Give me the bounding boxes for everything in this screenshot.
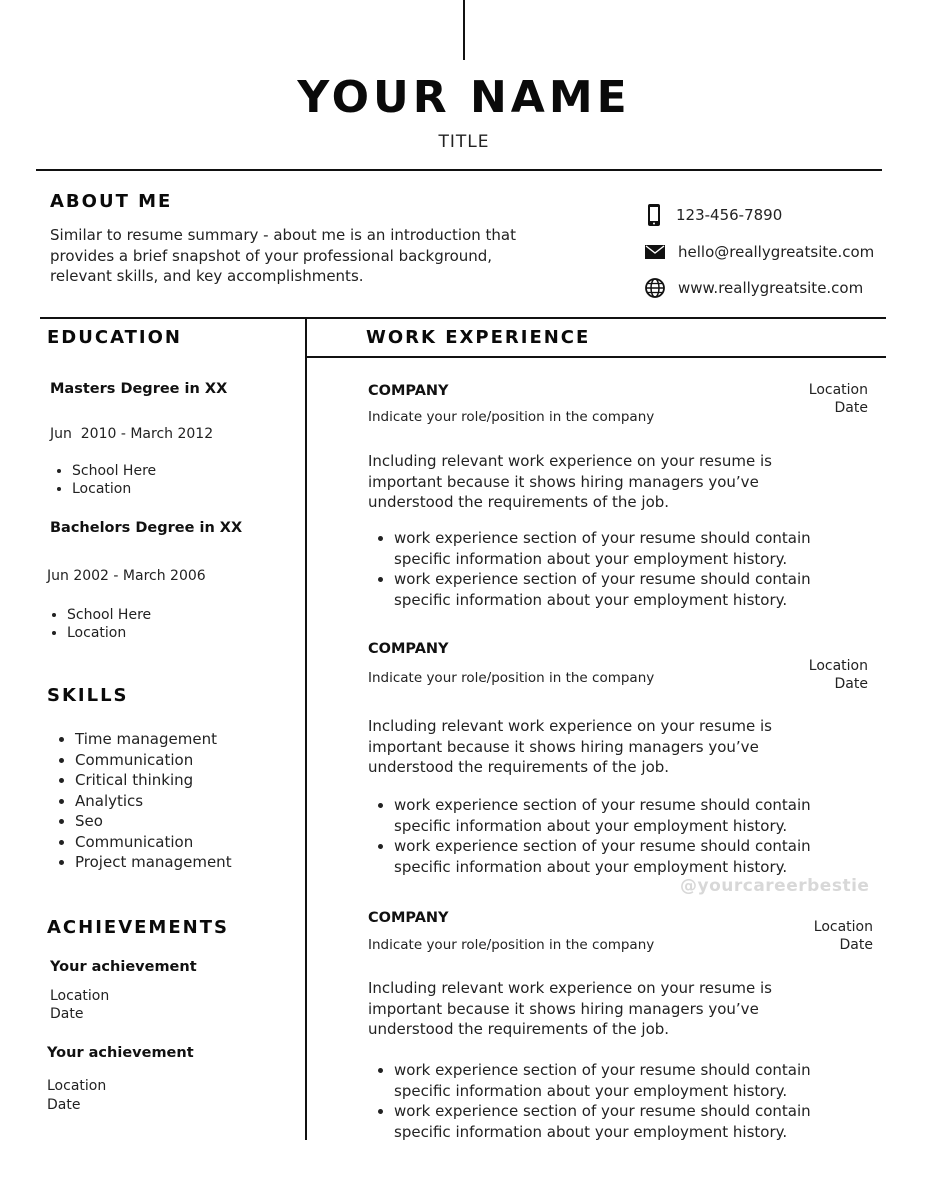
list-item: • work experience section of your resume should contain specific information about your employment history.	[394, 1101, 824, 1142]
job-date: Date	[834, 676, 868, 692]
list-item: • Time management	[75, 729, 232, 750]
education-list-2	[45, 606, 151, 642]
list-item: • work experience section of your resume should contain specific information about your employment history.	[394, 569, 824, 610]
job-date: Date	[839, 937, 873, 953]
list-item: • Location	[67, 624, 151, 642]
education-dates-2: Jun 2002 - March 2006	[47, 568, 206, 584]
job-bullets-3	[368, 1060, 824, 1142]
job-location: Location	[813, 919, 873, 935]
job-location-date-1	[809, 381, 868, 417]
header-divider	[36, 169, 882, 171]
list-item: • Critical thinking	[75, 770, 232, 791]
list-item: • Communication	[75, 832, 232, 853]
candidate-title: TITLE	[438, 132, 490, 152]
watermark-text: @yourcareerbestie	[680, 876, 870, 896]
job-description-2: Including relevant work experience on your resume is important because it shows hiring managers you’ve understood the requirements of the job.	[368, 717, 772, 776]
job-role-2: Indicate your role/position in the company	[368, 670, 655, 686]
job-location-date-3	[814, 918, 873, 954]
contact-email-text[interactable]: hello@reallygreatsite.com	[678, 243, 875, 261]
job-bullets-1	[368, 528, 824, 610]
job-location: Location	[808, 658, 868, 674]
contact-phone-text[interactable]: 123-456-7890	[676, 206, 783, 224]
list-item: • work experience section of your resume should contain specific information about your employment history.	[394, 795, 824, 836]
job-company-3: COMPANY	[368, 910, 449, 926]
achievement-date-2: Date	[47, 1097, 81, 1113]
list-item: • work experience section of your resume should contain specific information about your employment history.	[394, 836, 824, 877]
section-divider-top	[40, 317, 886, 319]
skills-heading: SKILLS	[47, 685, 129, 706]
job-role-1: Indicate your role/position in the company	[368, 409, 655, 425]
list-item: • Project management	[75, 852, 232, 873]
job-date: Date	[834, 400, 868, 416]
achievement-title-1: Your achievement	[50, 959, 197, 975]
list-item: • Seo	[75, 811, 232, 832]
work-heading-underline	[306, 356, 886, 358]
achievement-date-1: Date	[50, 1006, 84, 1022]
achievement-location-1: Location	[50, 988, 110, 1004]
job-role-3: Indicate your role/position in the company	[368, 937, 655, 953]
job-location: Location	[808, 382, 868, 398]
list-item: • Location	[72, 480, 156, 498]
list-item: • work experience section of your resume should contain specific information about your employment history.	[394, 528, 824, 569]
work-heading: WORK EXPERIENCE	[366, 327, 591, 348]
contact-website-text[interactable]: www.reallygreatsite.com	[678, 279, 864, 297]
phone-icon	[644, 203, 664, 227]
top-vertical-line	[463, 0, 465, 60]
skills-list	[47, 729, 232, 873]
achievement-location-2: Location	[47, 1078, 107, 1094]
contact-phone	[644, 202, 874, 228]
achievement-title-2: Your achievement	[47, 1045, 194, 1061]
job-company-1: COMPANY	[368, 383, 449, 399]
job-company-2: COMPANY	[368, 641, 449, 657]
job-description-1: Including relevant work experience on your resume is important because it shows hiring managers you’ve understood the requirements of the job.	[368, 452, 772, 511]
email-icon	[644, 243, 666, 261]
list-item: • School Here	[67, 606, 151, 624]
education-dates-1: Jun 2010 - March 2012	[50, 426, 214, 442]
job-bullets-2	[368, 795, 824, 877]
list-item: • Communication	[75, 750, 232, 771]
list-item: • work experience section of your resume should contain specific information about your employment history.	[394, 1060, 824, 1101]
contact-website	[644, 275, 874, 301]
contact-list	[644, 202, 874, 301]
education-degree-1: Masters Degree in XX	[50, 381, 228, 397]
contact-email	[644, 239, 874, 265]
achievements-heading: ACHIEVEMENTS	[47, 917, 229, 938]
job-description-3: Including relevant work experience on your resume is important because it shows hiring managers you’ve understood the requirements of the job.	[368, 979, 772, 1038]
education-list-1	[50, 462, 156, 498]
about-heading: ABOUT ME	[50, 191, 173, 212]
education-heading: EDUCATION	[47, 327, 182, 348]
job-location-date-2	[809, 657, 868, 693]
globe-icon	[644, 277, 666, 299]
education-degree-2: Bachelors Degree in XX	[50, 520, 243, 536]
list-item: • Analytics	[75, 791, 232, 812]
about-text: Similar to resume summary - about me is an introduction that provides a brief snapshot of your professional background, relevant skills, and key accomplishments.	[50, 226, 516, 285]
list-item: • School Here	[72, 462, 156, 480]
candidate-name: YOUR NAME	[297, 72, 631, 123]
column-divider	[305, 317, 307, 1140]
